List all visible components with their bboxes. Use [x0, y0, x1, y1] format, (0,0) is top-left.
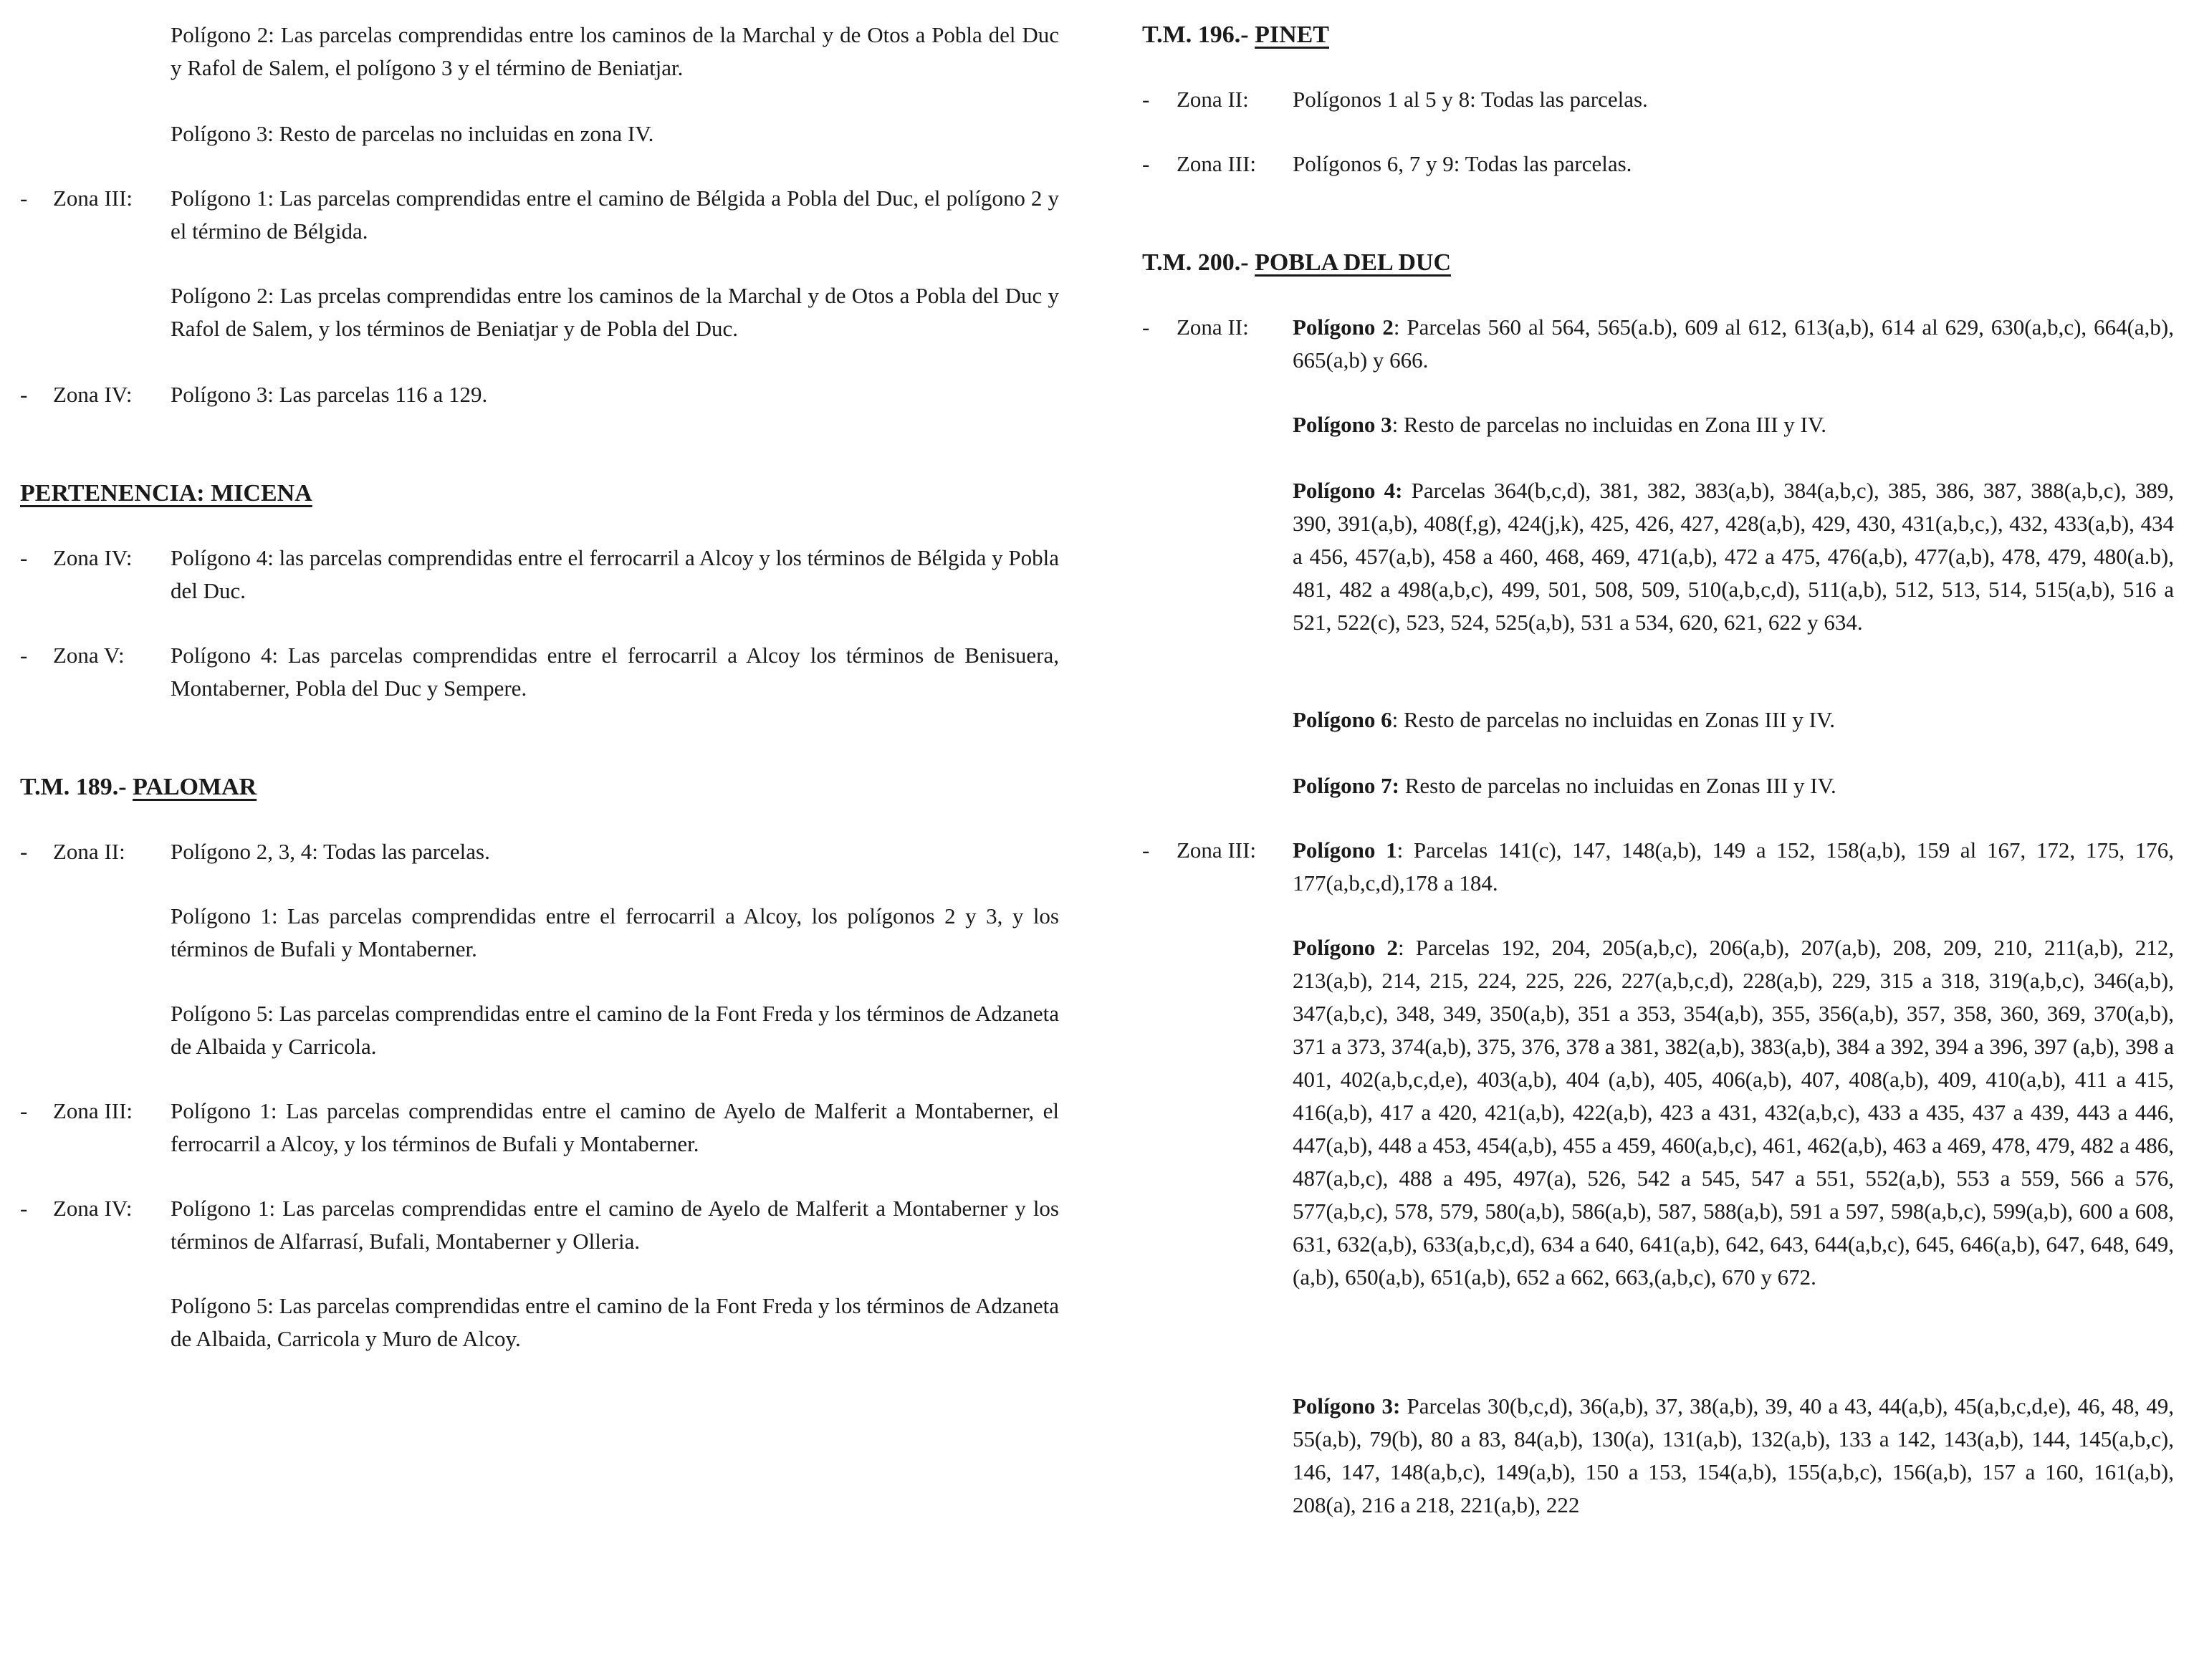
zone-label: Zona V:	[53, 643, 125, 668]
palomar-zone-iii-entry	[20, 1095, 1059, 1161]
list-dash: -	[20, 382, 28, 407]
list-dash: -	[20, 1196, 28, 1221]
palomar-zone-iv-entry	[20, 1192, 1059, 1258]
zone-label: Zona IV:	[53, 1196, 133, 1221]
zone-label: Zona III:	[53, 186, 133, 211]
list-dash: -	[1142, 315, 1150, 340]
zone-label: Zona III:	[1177, 837, 1257, 863]
list-dash: -	[1142, 837, 1150, 863]
section-heading-micena: PERTENENCIA: MICENA	[20, 480, 312, 507]
zone-label: Zona II:	[1177, 87, 1249, 112]
pobla-paragraph-poligono-3: Polígono 3: Resto de parcelas no incluidas en Zona III y IV.	[1293, 412, 1826, 437]
poligono-label: Polígono 2	[1293, 935, 1399, 960]
pobla-paragraph-poligono-7: Polígono 7: Resto de parcelas no incluidas en Zonas III y IV.	[1293, 773, 1836, 798]
poligono-label: Polígono 7:	[1293, 773, 1399, 798]
list-dash: -	[20, 1098, 28, 1123]
zone-text: Polígono 1: Las parcelas comprendidas entre el camino de Ayelo de Malferit a Montaberner, el ferrocarril a Alcoy, y los términos de Bufali y Montaberner.	[171, 1098, 1059, 1156]
zone-label: Zona II:	[1177, 315, 1249, 340]
pobla-zone-iii-poligono-3: Polígono 3: Parcelas 30(b,c,d), 36(a,b), 37, 38(a,b), 39, 40 a 43, 44(a,b), 45(a,b,c,d,e), 46, 48, 49, 55(a,b), 79(b), 80 a 83, 84(a,b), 130(a), 131(a,b), 132(a,b), 133 a 142, 143(a,b), 144, 145(a,b,c), 146, 147, 148(a,b,c), 149(a,b), 150 a 153, 154(a,b), 155(a,b,c), 156(a,b), 157 a 160, 161(a,b), 208(a), 216 a 218, 221(a,b), 222	[1293, 1393, 2174, 1517]
pobla-paragraph-poligono-4: Polígono 4: Parcelas 364(b,c,d), 381, 382, 383(a,b), 384(a,b,c), 385, 386, 387, 388(a,b,c), 389, 390, 391(a,b), 408(f,g), 424(j,k), 425, 426, 427, 428(a,b), 429, 430, 431(a,b,c,), 432, 433(a,b), 434 a 456, 457(a,b), 458 a 460, 468, 469, 471(a,b), 472 a 475, 476(a,b), 477(a,b), 478, 479, 480(a.b), 481, 482 a 498(a,b,c), 499, 501, 508, 509, 510(a,b,c,d), 511(a,b), 512, 513, 514, 515(a,b), 516 a 521, 522(c), 523, 524, 525(a,b), 531 a 534, 620, 621, 622 y 634.	[1293, 478, 2174, 635]
poligono-label: Polígono 3:	[1293, 1393, 1401, 1419]
list-dash: -	[20, 545, 28, 570]
paragraph-poligono-2-b: Polígono 2: Las prcelas comprendidas entre los caminos de la Marchal y de Otos a Pobla del Duc y Rafol de Salem, y los términos de Beniatjar y de Pobla del Duc.	[171, 283, 1059, 341]
palomar-paragraph-poligono-5: Polígono 5: Las parcelas comprendidas entre el camino de la Font Freda y los términos de Adzaneta de Albaida y Carricola.	[171, 1001, 1059, 1059]
palomar-zone-ii-entry	[20, 835, 1059, 868]
poligono-label: Polígono 3	[1293, 412, 1392, 437]
pinet-zone-iii-entry	[1142, 148, 2174, 181]
zone-label: Zona III:	[1177, 151, 1257, 176]
section-heading-palomar: T.M. 189.- PALOMAR	[20, 774, 257, 800]
section-heading-pobla-del-duc: T.M. 200.- POBLA DEL DUC	[1142, 249, 1452, 276]
pobla-paragraph-poligono-6: Polígono 6: Resto de parcelas no incluidas en Zonas III y IV.	[1293, 707, 1836, 732]
list-dash: -	[1142, 151, 1150, 176]
zone-label: Zona IV:	[53, 382, 133, 407]
zone-iii-entry	[20, 182, 1059, 248]
paragraph-poligono-2: Polígono 2: Las parcelas comprendidas entre los caminos de la Marchal y de Otos a Pobla del Duc y Rafol de Salem, el polígono 3 y el término de Beniatjar.	[171, 22, 1059, 80]
list-dash: -	[20, 186, 28, 211]
section-heading-pinet: T.M. 196.- PINET	[1142, 21, 1329, 48]
pobla-zone-iii-entry	[1142, 834, 2174, 900]
zone-label: Zona II:	[53, 839, 125, 864]
list-dash: -	[1142, 87, 1150, 112]
zone-text: Polígono 4: las parcelas comprendidas entre el ferrocarril a Alcoy y los términos de Bélgida y Pobla del Duc.	[171, 545, 1059, 603]
zone-text: Polígonos 1 al 5 y 8: Todas las parcelas.	[1293, 87, 1648, 112]
poligono-label: Polígono 6	[1293, 707, 1392, 732]
zone-text: Polígono 2, 3, 4: Todas las parcelas.	[171, 839, 490, 864]
poligono-label: Polígono 2	[1293, 315, 1394, 340]
palomar-paragraph-poligono-1: Polígono 1: Las parcelas comprendidas entre el ferrocarril a Alcoy, los polígonos 2 y 3, y los términos de Bufali y Montaberner.	[171, 903, 1059, 961]
micena-zone-v-entry	[20, 639, 1059, 705]
zone-text: Polígonos 6, 7 y 9: Todas las parcelas.	[1293, 151, 1632, 176]
zone-text: : Parcelas 141(c), 147, 148(a,b), 149 a 152, 158(a,b), 159 al 167, 172, 175, 176, 177(a,b,c,d),178 a 184.	[1293, 837, 2174, 896]
poligono-label: Polígono 1	[1293, 837, 1397, 863]
list-dash: -	[20, 643, 28, 668]
zone-iv-entry	[20, 378, 1059, 411]
list-dash: -	[20, 839, 28, 864]
pinet-zone-ii-entry	[1142, 83, 2174, 116]
zone-text: Polígono 4: Las parcelas comprendidas entre el ferrocarril a Alcoy los términos de Benisuera, Montaberner, Pobla del Duc y Sempere.	[171, 643, 1059, 701]
zone-text: Polígono 1: Las parcelas comprendidas entre el camino de Ayelo de Malferit a Montaberner y los términos de Alfarrasí, Bufali, Montaberner y Olleria.	[171, 1196, 1059, 1254]
zone-text: Polígono 3: Las parcelas 116 a 129.	[171, 382, 488, 407]
zone-text: : Parcelas 560 al 564, 565(a.b), 609 al 612, 613(a,b), 614 al 629, 630(a,b,c), 664(a,b), 665(a,b) y 666.	[1293, 315, 2175, 373]
palomar-paragraph-poligono-5-b: Polígono 5: Las parcelas comprendidas entre el camino de la Font Freda y los términos de Adzaneta de Albaida, Carricola y Muro de Alcoy.	[171, 1293, 1059, 1351]
pobla-zone-iii-poligono-2: Polígono 2: Parcelas 192, 204, 205(a,b,c), 206(a,b), 207(a,b), 208, 209, 210, 211(a,b), 212, 213(a,b), 214, 215, 224, 225, 226, 227(a,b,c,d), 228(a,b), 229, 315 a 318, 319(a,b,c), 346(a,b), 347(a,b,c), 348, 349, 350(a,b), 351 a 353, 354(a,b), 355, 356(a,b), 357, 358, 360, 369, 370(a,b), 371 a 373, 374(a,b), 375, 376, 378 a 381, 382(a,b), 383(a,b), 384 a 392, 394 a 396, 397 (a,b), 398 a 401, 402(a,b,c,d,e), 403(a,b), 404 (a,b), 405, 406(a,b), 407, 408(a,b), 409, 410(a,b), 411 a 415, 416(a,b), 417 a 420, 421(a,b), 422(a,b), 423 a 431, 432(a,b,c), 433 a 435, 437 a 439, 443 a 446, 447(a,b), 448 a 453, 454(a,b), 455 a 459, 460(a,b,c), 461, 462(a,b), 463 a 469, 478, 479, 482 a 486, 487(a,b,c), 488 a 495, 497(a), 526, 542 a 545, 547 a 551, 552(a,b), 553 a 559, 566 a 576, 577(a,b,c), 578, 579, 580(a,b), 586(a,b), 587, 588(a,b), 591 a 597, 598(a,b,c), 599(a,b), 600 a 608, 631, 632(a,b), 633(a,b,c,d), 634 a 640, 641(a,b), 642, 643, 644(a,b,c), 645, 646(a,b), 647, 648, 649,(a,b), 650(a,b), 651(a,b), 652 a 662, 663,(a,b,c), 670 y 672.	[1293, 935, 2174, 1290]
pobla-zone-ii-entry	[1142, 311, 2174, 377]
zone-text: Polígono 1: Las parcelas comprendidas entre el camino de Bélgida a Pobla del Duc, el polígono 2 y el término de Bélgida.	[171, 186, 1059, 244]
zone-label: Zona IV:	[53, 545, 133, 570]
poligono-label: Polígono 4:	[1293, 478, 1403, 503]
zone-label: Zona III:	[53, 1098, 133, 1123]
micena-zone-iv-entry	[20, 542, 1059, 608]
paragraph-poligono-3: Polígono 3: Resto de parcelas no incluidas en zona IV.	[171, 121, 654, 146]
